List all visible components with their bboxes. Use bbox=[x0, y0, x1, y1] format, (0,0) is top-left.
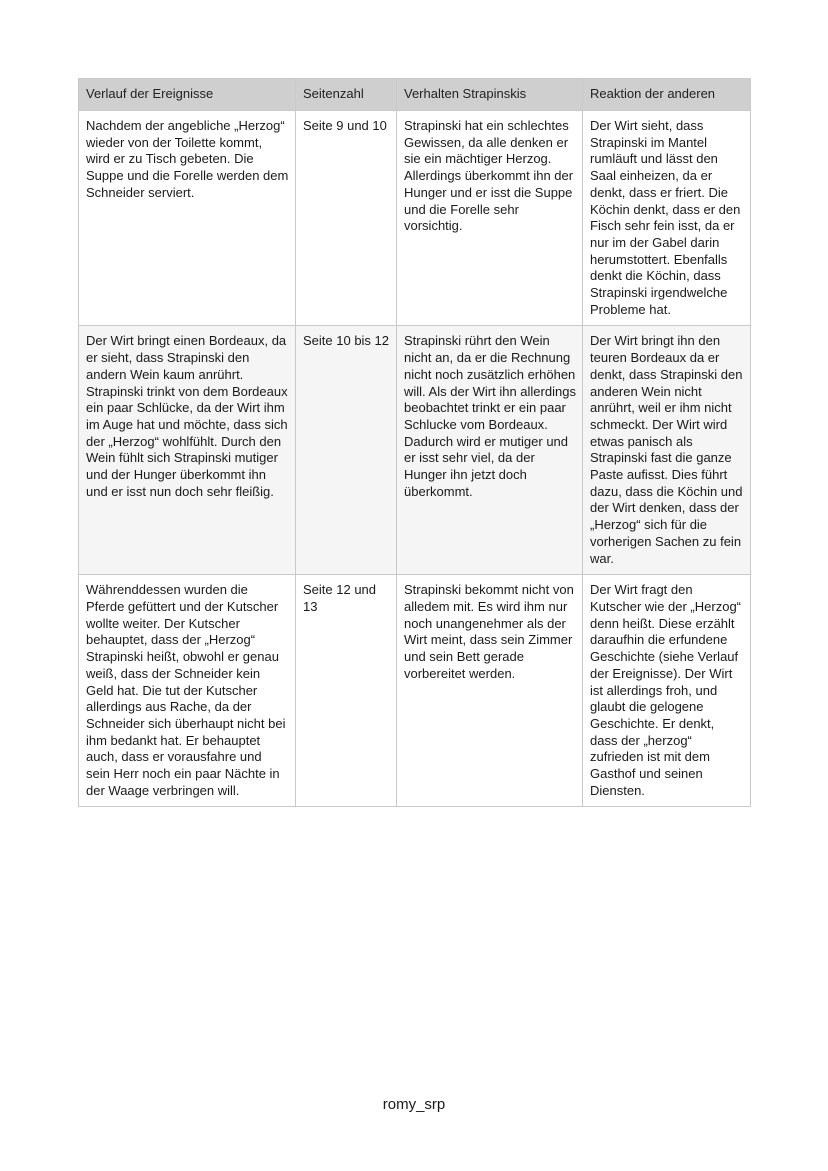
cell-reaktion: Der Wirt fragt den Kutscher wie der „Herzog“ denn heißt. Diese erzählt daraufhin die erfundene Geschichte (siehe Verlauf der Ereignisse). Der Wirt ist allerdings froh, und glaubt die gelogene Geschichte. Er denkt, dass der „herzog“ zufrieden ist mit dem Gasthof und seinen Diensten. bbox=[583, 575, 751, 807]
cell-seitenzahl: Seite 12 und 13 bbox=[296, 575, 397, 807]
header-reaktion: Reaktion der anderen bbox=[583, 79, 751, 111]
footer-author: romy_srp bbox=[382, 1096, 446, 1113]
table-row bbox=[79, 575, 751, 807]
cell-reaktion: Der Wirt bringt ihn den teuren Bordeaux da er denkt, dass Strapinski den anderen Wein nicht anrührt, weil er ihm nicht schmeckt. Der Wirt wird etwas panisch als Strapinski fast die ganze Paste aufisst. Dies führt dazu, dass die Köchin und der Wirt denken, dass der „Herzog“ sich für die vorherigen Sachen zu fein war. bbox=[583, 326, 751, 575]
header-verhalten: Verhalten Strapinskis bbox=[397, 79, 583, 111]
cell-verlauf: Nachdem der angebliche „Herzog“ wieder von der Toilette kommt, wird er zu Tisch gebeten. Die Suppe und die Forelle werden dem Schneider serviert. bbox=[79, 111, 296, 326]
table-row bbox=[79, 326, 751, 575]
cell-reaktion: Der Wirt sieht, dass Strapinski im Mantel rumläuft und lässt den Saal einheizen, da er denkt, dass er friert. Die Köchin denkt, dass er den Fisch sehr fein isst, da er nur im der Gabel darin herumstottert. Ebenfalls denkt die Köchin, dass Strapinski irgendwelche Probleme hat. bbox=[583, 111, 751, 326]
cell-seitenzahl: Seite 9 und 10 bbox=[296, 111, 397, 326]
cell-verhalten: Strapinski hat ein schlechtes Gewissen, da alle denken er sie ein mächtiger Herzog. Allerdings überkommt ihn der Hunger und er isst die Suppe und die Forelle sehr vorsichtig. bbox=[397, 111, 583, 326]
events-table bbox=[78, 78, 751, 807]
table-header-row bbox=[79, 79, 751, 111]
cell-seitenzahl: Seite 10 bis 12 bbox=[296, 326, 397, 575]
cell-verlauf: Währenddessen wurden die Pferde gefüttert und der Kutscher wollte weiter. Der Kutscher behauptet, dass der „Herzog“ Strapinski heißt, obwohl er genau weiß, dass der Schneider kein Geld hat. Die tut der Kutscher allerdings aus Rache, da der Schneider sich überhaupt nicht bei ihm bedankt hat. Er behauptet auch, dass er vorausfahre und sein Herr noch ein paar Nächte in der Waage verbringen will. bbox=[79, 575, 296, 807]
table-row bbox=[79, 111, 751, 326]
header-verlauf: Verlauf der Ereignisse bbox=[79, 79, 296, 111]
cell-verhalten: Strapinski rührt den Wein nicht an, da er die Rechnung nicht noch zusätzlich erhöhen will. Als der Wirt ihn allerdings beobachtet trinkt er ein paar Schlucke vom Bordeaux. Dadurch wird er mutiger und er isst sehr viel, da der Hunger ihn jetzt doch überkommt. bbox=[397, 326, 583, 575]
header-seitenzahl: Seitenzahl bbox=[296, 79, 397, 111]
cell-verlauf: Der Wirt bringt einen Bordeaux, da er sieht, dass Strapinski den andern Wein kaum anrührt. Strapinski trinkt von dem Bordeaux ein paar Schlücke, da der Wirt ihm im Auge hat und möchte, dass sich der „Herzog“ wohlfühlt. Durch den Wein fühlt sich Strapinski mutiger und der Hunger überkommt ihn und er isst nun doch sehr fleißig. bbox=[79, 326, 296, 575]
cell-verhalten: Strapinski bekommt nicht von alledem mit. Es wird ihm nur noch unangenehmer als der Wirt meint, dass sein Zimmer und sein Bett gerade vorbereitet werden. bbox=[397, 575, 583, 807]
